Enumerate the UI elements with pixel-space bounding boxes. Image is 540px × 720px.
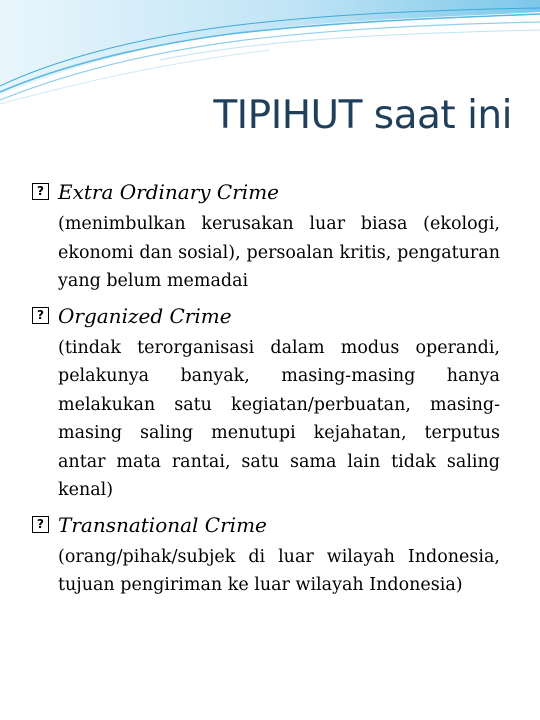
list-item-heading (30, 178, 500, 206)
heading-text: Extra Ordinary Crime (58, 180, 279, 204)
list-item (30, 511, 500, 600)
missing-glyph-bullet-icon (32, 307, 49, 324)
list-item (30, 178, 500, 296)
list-item-heading (30, 511, 500, 539)
list-item-description: (tindak terorganisasi dalam modus operandi, pelakunya banyak, masing-masing hanya melakukan satu kegiatan/perbuatan, masing-masing saling menutupi kejahatan, terputus antar mata rantai, satu sama lain tidak saling kenal) (58, 337, 500, 500)
bullet-list (30, 178, 500, 606)
list-item (30, 302, 500, 505)
slide-title: TIPIHUT saat ini (213, 93, 512, 138)
list-item-description: (menimbulkan kerusakan luar biasa (ekologi, ekonomi dan sosial), persoalan kritis, pengaturan yang belum memadai (58, 214, 500, 291)
list-item-description: (orang/pihak/subjek di luar wilayah Indonesia, tujuan pengiriman ke luar wilayah Indonesia) (58, 546, 500, 595)
missing-glyph-bullet-icon (32, 516, 49, 533)
heading-text: Organized Crime (58, 303, 232, 328)
heading-text: Transnational Crime (58, 512, 267, 537)
missing-glyph-bullet-icon (32, 183, 49, 200)
list-item-heading (30, 302, 500, 330)
